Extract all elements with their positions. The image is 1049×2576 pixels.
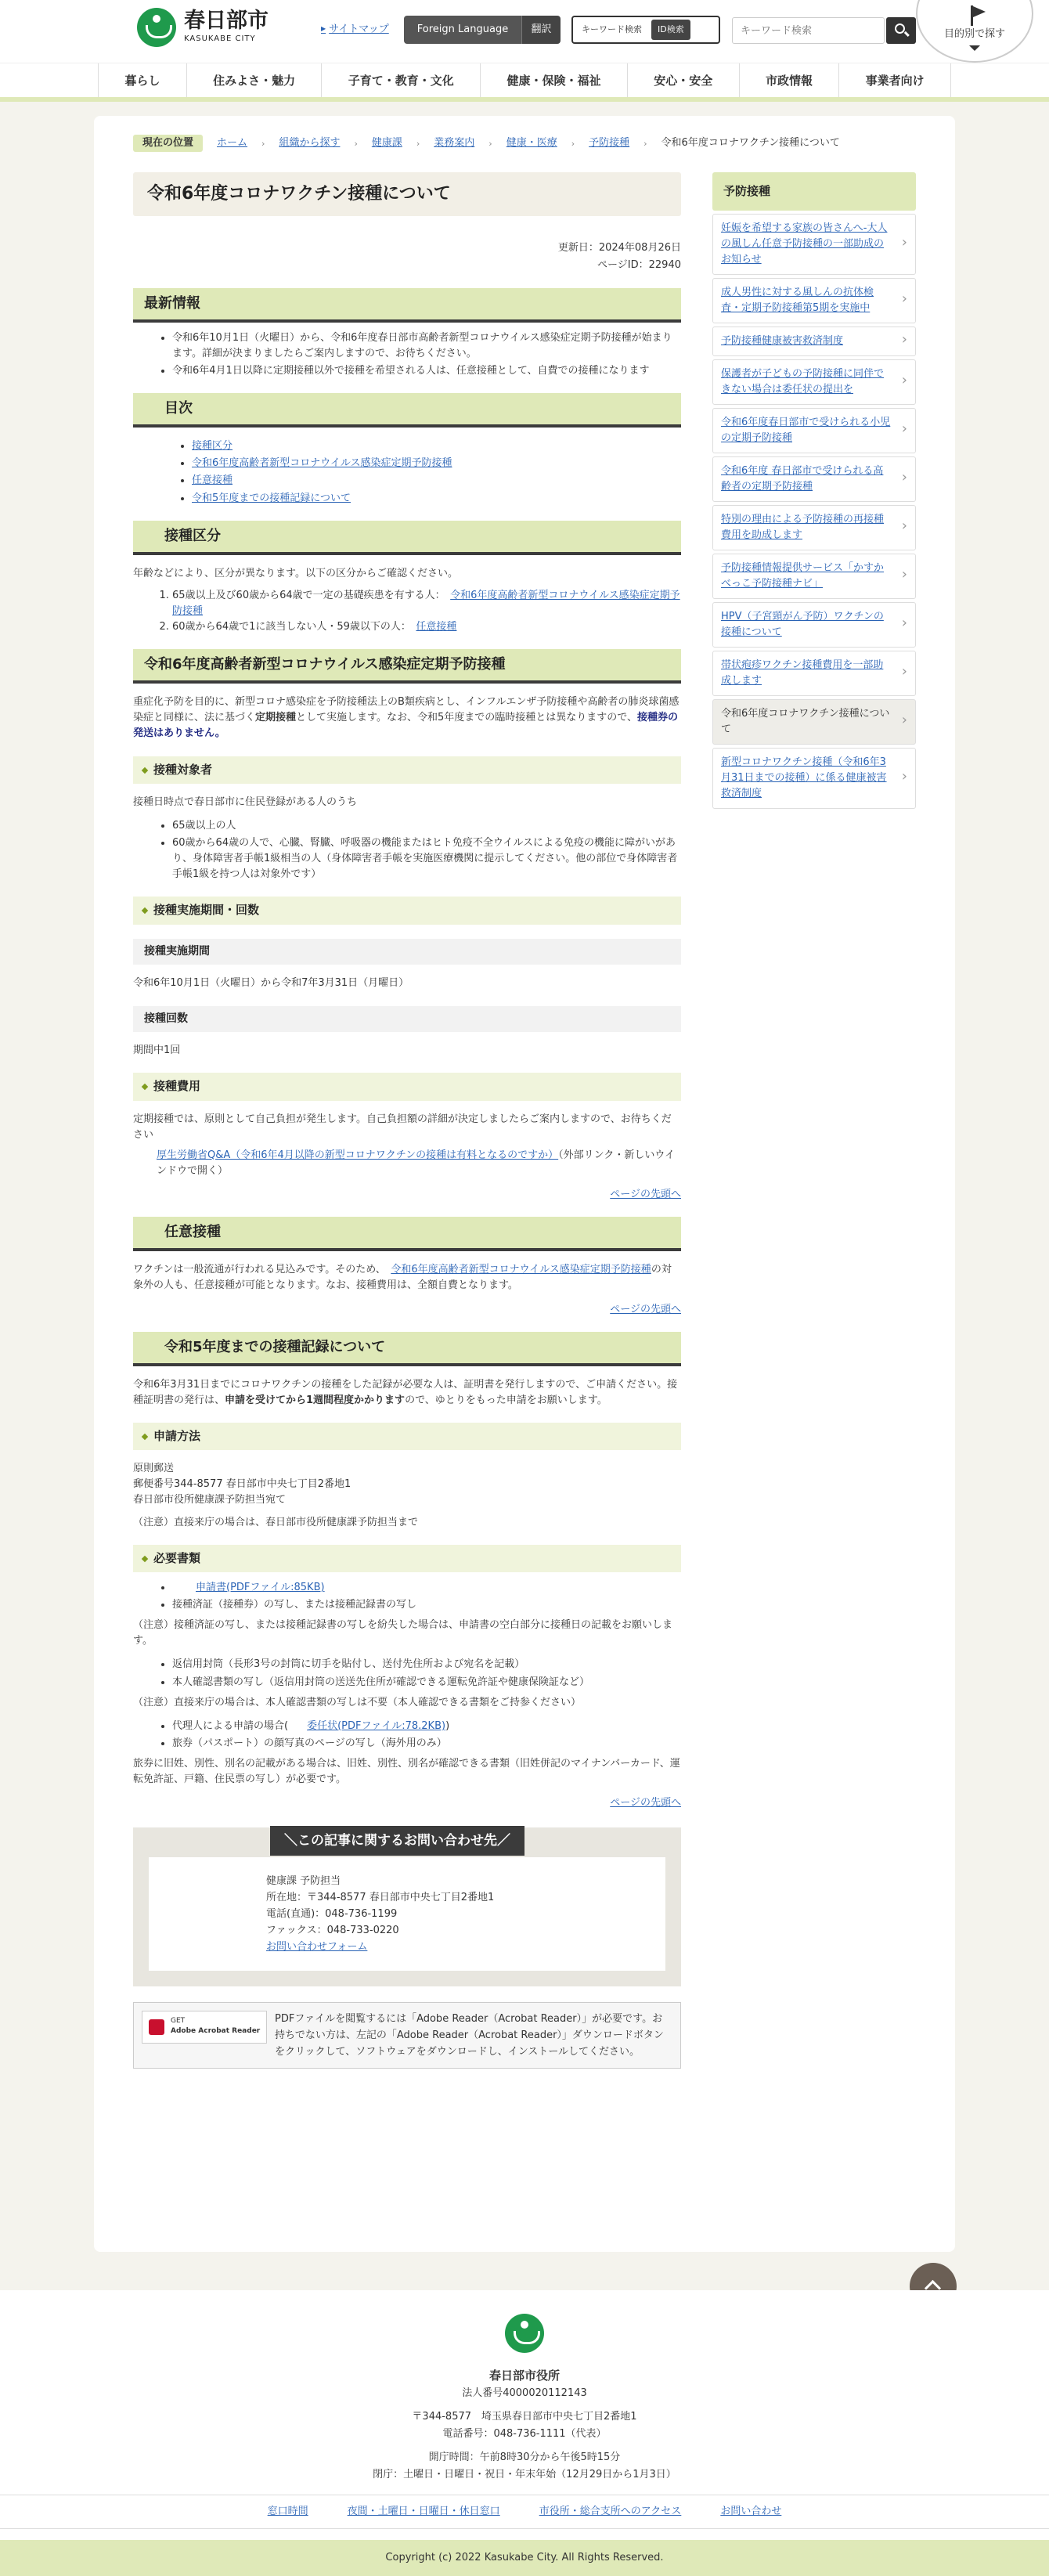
count-text: 期間中1回: [133, 1044, 181, 1057]
pdf-note-text: PDFファイルを閲覧するには「Adobe Reader（Acrobat Reader）」が必要です。お持ちでない方は、左記の「Adobe Reader（Acrobat Reader）」ダウンロードボタンをクリックして、ソフトウェアをダウンロードし、インストールしてください。: [275, 2012, 664, 2058]
gnav-item-attractions[interactable]: 住みよさ・魅力: [186, 63, 322, 97]
external-link-note: （外部リンク・新しいウインドウで開く）: [157, 1149, 676, 1178]
routine-heading: 令和6年度高齢者新型コロナウイルス感染症定期予防接種: [133, 649, 681, 684]
id-search-tab[interactable]: ID検索: [651, 20, 690, 40]
name-note: 旅券に旧姓、別性、別名の記載がある場合は、旧姓、別性、別名が確認できる書類（旧姓併記のマイナンバーカード、運転免許証、戸籍、住民票の写し）が必要です。: [133, 1758, 680, 1786]
toc-list: [133, 438, 681, 507]
routine-vaccination-link[interactable]: 令和6年度高齢者新型コロナウイルス感染症定期予防接種: [391, 1264, 651, 1276]
breadcrumb-separator: ›: [643, 138, 647, 149]
voluntary-vaccination-link[interactable]: 任意接種: [416, 621, 457, 633]
footer-link-hours[interactable]: 窓口時間: [267, 2506, 308, 2518]
breadcrumb-separator: ›: [416, 138, 420, 149]
apply-address: 原則郵送 郵便番号344-8577 春日部市中央七丁目2番地1 春日部市役所健康課予防担当宛て: [133, 1463, 351, 1506]
record-text: 令和6年3月31日までにコロナワクチンの接種をした記録が必要な人は、証明書を発行しますので、ご申請ください。接種証明書の発行は、申請を受けてから1週間程度かかりますので、ゆとりをもった申請をお願いします。: [133, 1378, 678, 1406]
apply-heading: 申請方法: [133, 1423, 681, 1450]
period-heading: 接種実施期間・回数: [133, 897, 681, 924]
search-icon: [895, 23, 905, 34]
breadcrumb-services[interactable]: 業務案内: [434, 137, 475, 149]
contact-box: [133, 1827, 681, 1986]
page-id: ページID：22940: [597, 259, 681, 271]
sidebar-item[interactable]: 帯状疱疹ワクチン接種費用を一部助成します ›: [712, 651, 916, 696]
breadcrumb-vaccination[interactable]: 予防接種: [589, 137, 630, 149]
contact-line: 所在地：〒344-8577 春日部市中央七丁目2番地1: [266, 1891, 495, 1903]
purpose-label: 目的別で探す: [943, 28, 1005, 40]
footer-link-access[interactable]: 市役所・総合支所へのアクセス: [539, 2506, 682, 2518]
sidebar-item[interactable]: 令和6年度 春日部市で受けられる高齢者の定期予防接種 ›: [712, 456, 916, 502]
voluntary-text: ワクチンは一般流通が行われる見込みです。そのため、 令和6年度高齢者新型コロナウイルス感染症定期予防接種の対象外の人も、任意接種が可能となります。なお、接種費用は、全額自費となります。: [133, 1264, 672, 1292]
flag-icon: [969, 5, 986, 26]
list-item: [172, 1580, 681, 1596]
list-item: • 返信用封筒（長形3号の封筒に切手を貼付し、送付先住所および宛名を記載）: [172, 1657, 681, 1672]
sidebar-item[interactable]: 新型コロナワクチン接種（令和6年3月31日までの接種）に係る健康被害救済制度 ›: [712, 748, 916, 809]
category-text: 60歳から64歳で1に該当しない人・59歳以下の人：: [172, 621, 406, 633]
page-top-link[interactable]: ページの先頭へ: [610, 1303, 681, 1315]
sidebar-item-current: 令和6年度コロナワクチン接種について ›: [712, 699, 916, 745]
sidebar: [712, 172, 916, 809]
breadcrumb-label: 現在の位置: [133, 135, 203, 152]
adobe-reader-download-button[interactable]: GET Adobe Acrobat Reader: [142, 2011, 267, 2044]
voluntary-heading: 任意接種: [133, 1217, 681, 1251]
target-intro: 接種日時点で春日部市に住民登録がある人のうち: [133, 796, 358, 808]
category-list: [133, 588, 681, 635]
contact-heading: ＼この記事に関するお問い合わせ先／: [270, 1826, 524, 1856]
proxy-form-pdf-link[interactable]: 委任状(PDFファイル:78.2KB): [307, 1719, 446, 1732]
list-item: • 令和6年10月1日（火曜日）から、令和6年度春日部市高齢者新型コロナウイルス感染症定期予防接種が始まります。詳細が決まりましたらご案内しますので、お待ちください。: [172, 330, 681, 362]
footer-link-night-windows[interactable]: 夜間・土曜日・日曜日・休日窓口: [347, 2506, 500, 2518]
list-item: • 接種済証（接種券）の写し、または接種記録書の写し: [172, 1597, 681, 1613]
docs-heading: 必要書類: [133, 1545, 681, 1572]
site-logo[interactable]: [137, 8, 269, 47]
list-item: • 代理人による申請の場合( 委任状(PDFファイル:78.2KB)): [172, 1719, 681, 1734]
sidebar-item[interactable]: 予防接種健康被害救済制度 ›: [712, 327, 916, 356]
sidebar-item[interactable]: 予防接種情報提供サービス「かすかべっこ予防接種ナビ」 ›: [712, 554, 916, 599]
count-subheading: 接種回数: [133, 1006, 681, 1033]
list-item: • 本人確認書類の写し（返信用封筒の送送先住所が確認できる運転免許証や健康保険証など）: [172, 1675, 681, 1690]
contact-line: 健康課 予防担当: [266, 1874, 341, 1887]
page-top-link[interactable]: ページの先頭へ: [610, 1797, 681, 1809]
keyword-search-tab[interactable]: キーワード検索: [582, 24, 642, 34]
search-input[interactable]: [732, 17, 885, 44]
city-emblem-icon: [505, 2314, 544, 2353]
breadcrumb-separator: ›: [261, 138, 265, 149]
footer-closed: 閉庁：土曜日・日曜日・祝日・年末年始（12月29日から1月3日）: [373, 2469, 676, 2481]
toc-link[interactable]: 令和5年度までの接種記録について: [192, 492, 351, 504]
breadcrumb-health-division[interactable]: 健康課: [371, 137, 402, 149]
footer-corp-no: 法人番号4000020112143: [462, 2387, 587, 2400]
purpose-search-button[interactable]: [916, 0, 1033, 63]
gnav-item-childcare[interactable]: 子育て・教育・文化: [321, 63, 480, 97]
logo-title: 春日部市: [184, 9, 269, 34]
pdf-note: [133, 2002, 681, 2069]
contact-line: 電話(直通)：048-736-1199: [266, 1907, 398, 1920]
sitemap-link[interactable]: ▶ サイトマップ: [321, 22, 389, 38]
target-list: [133, 818, 681, 883]
latest-heading: 最新情報: [133, 288, 681, 323]
cost-link-row: [133, 1148, 681, 1179]
footer: [0, 2290, 1049, 2576]
sidebar-heading: 予防接種: [712, 172, 916, 211]
target-heading: 接種対象者: [133, 756, 681, 784]
footer-address: 〒344-8577 埼玉県春日部市中央七丁目2番地1: [412, 2411, 637, 2423]
list-item: • 令和6年4月1日以降に定期接種以外で接種を希望される人は、任意接種として、自費での接種になります: [172, 363, 681, 379]
foreign-language-button[interactable]: Foreign Language: [404, 16, 521, 44]
breadcrumb-health-medical[interactable]: 健康・医療: [506, 137, 557, 149]
copyright: Copyright (c) 2022 Kasukabe City. All Rights Reserved.: [0, 2540, 1049, 2576]
sidebar-item[interactable]: 保護者が子どもの予防接種に同伴できない場合は委任状の提出を ›: [712, 359, 916, 405]
contact-form-link[interactable]: お問い合わせフォーム: [266, 1940, 368, 1953]
list-item: • 65歳以上の人: [172, 818, 681, 834]
gnav-item-health[interactable]: 健康・保険・福祉: [480, 63, 627, 97]
updated-date: 更新日：2024年08月26日: [557, 242, 681, 254]
docs-note: （注意）接種済証の写し、または接種記録書の写しを紛失した場合は、申請書の空白部分に接種日の記載をお願いします。: [133, 1619, 673, 1647]
logo-subtitle: KASUKABE CITY: [184, 34, 256, 44]
main-content: [133, 172, 681, 2069]
footer-hours: 開庁時間：午前8時30分から午後5時15分: [428, 2452, 621, 2464]
footer-phone: 電話番号：048-736-1111（代表）: [442, 2428, 607, 2441]
list-item: [172, 588, 681, 619]
toc-link[interactable]: 令和6年度高齢者新型コロナウイルス感染症定期予防接種: [192, 457, 452, 470]
page-meta: [133, 240, 681, 274]
search-mode-toggle: [571, 16, 720, 44]
routine-intro: 重症化予防を目的に、新型コロナ感染症を予防接種法上のB類疾病とし、インフルエンザ予防接種や高齢者の肺炎球菌感染症と同様に、法に基づく定期接種として実施します。なお、令和5年度までの臨時接種とは異なりますので、接種券の発送はありません。: [133, 696, 680, 740]
list-item: • 60歳から64歳の人で、心臓、腎臓、呼吸器の機能またはヒト免疫不全ウイルスによる免疫の機能に障がいがあり、身体障害者手帳1級相当の人（身体障害者手帳を実施医療機関に提示してください。他の部位で身体障害者手帳1級を持つ人は対象外です）: [172, 835, 681, 882]
docs-list-b: [133, 1657, 681, 1690]
breadcrumb-organization[interactable]: 組織から探す: [279, 137, 341, 149]
docs-list: [133, 1580, 681, 1613]
toc-heading: 目次: [133, 393, 681, 428]
toc-link[interactable]: 接種区分: [192, 440, 233, 453]
category-text: 65歳以上及び60歳から64歳で一定の基礎疾患を有する人：: [172, 589, 441, 601]
period-subheading: 接種実施期間: [133, 939, 681, 965]
category-heading: 接種区分: [133, 521, 681, 555]
bold-text: 定期接種: [255, 712, 297, 724]
header: [0, 0, 1049, 63]
sidebar-item[interactable]: HPV（子宮頸がん予防）ワクチンの接種について ›: [712, 602, 916, 648]
footer-org-name: 春日部市役所: [488, 2369, 560, 2383]
footer-links: [0, 2495, 1049, 2529]
list-item: [172, 619, 681, 635]
period-text: 令和6年10月1日（火曜日）から令和7年3月31日（月曜日）: [133, 977, 409, 990]
sidebar-item[interactable]: 成人男性に対する風しんの抗体検査・定期予防接種第5期を実施中 ›: [712, 278, 916, 323]
docs-note: （注意）直接来庁の場合は、本人確認書類の写しは不要（本人確認できる書類をご持参ください）: [133, 1696, 582, 1708]
gnav-item-city-info[interactable]: 市政情報: [739, 63, 839, 97]
bold-text: 申請を受けてから1週間程度かかります: [225, 1394, 406, 1406]
footer-link-contact[interactable]: お問い合わせ: [720, 2506, 782, 2518]
cost-heading: 接種費用: [133, 1073, 681, 1100]
toc-link[interactable]: 任意接種: [192, 474, 233, 487]
sidebar-item[interactable]: 令和6年度春日部市で受けられる小児の定期予防接種 ›: [712, 408, 916, 453]
routine-vaccination-link[interactable]: 令和6年度高齢者新型コロナウイルス感染症定期予防接種: [172, 589, 680, 617]
cost-text: 定期接種では、原則として自己負担が発生します。自己負担額の詳細が決定しましたらご案内しますので、お待ちください: [133, 1113, 672, 1141]
gnav-item-living[interactable]: 暮らし: [98, 63, 186, 97]
breadcrumb-home[interactable]: ホーム: [217, 137, 248, 149]
application-form-pdf-link[interactable]: 申請書(PDFファイル:85KB): [196, 1581, 325, 1593]
mhlw-qa-link[interactable]: 厚生労働省Q&A（令和6年4月以降の新型コロナワクチンの接種は有料となるのですか）: [157, 1149, 559, 1161]
translate-button[interactable]: 翻訳: [521, 16, 561, 44]
contact-body: [149, 1857, 665, 1971]
breadcrumb-separator: ›: [571, 138, 575, 149]
search-button[interactable]: [886, 17, 916, 44]
latest-list: [133, 330, 681, 379]
sidebar-item[interactable]: 妊娠を希望する家族の皆さんへ-大人の風しん任意予防接種の一部助成のお知らせ ›: [712, 214, 916, 275]
apply-note: （注意）直接来庁の場合は、春日部市役所健康課予防担当まで: [133, 1516, 419, 1528]
list-item: • 旅券（パスポート）の顔写真のページの写し（海外用のみ）: [172, 1736, 681, 1752]
global-nav: [0, 63, 1049, 102]
city-emblem-icon: [137, 8, 176, 47]
gnav-item-safety[interactable]: 安心・安全: [627, 63, 739, 97]
record-heading: 令和5年度までの接種記録について: [133, 1332, 681, 1366]
page-top-link[interactable]: ページの先頭へ: [610, 1189, 681, 1201]
breadcrumb: [133, 135, 840, 152]
chevron-down-icon: [969, 45, 980, 51]
page-title: 令和6年度コロナワクチン接種について: [133, 172, 681, 216]
docs-list-c: [133, 1719, 681, 1752]
contact-line: ファックス：048-733-0220: [266, 1924, 399, 1936]
category-intro: 年齢などにより、区分が異なります。以下の区分からご確認ください。: [133, 567, 458, 579]
breadcrumb-current: 令和6年度コロナワクチン接種について: [661, 137, 840, 149]
gnav-item-business[interactable]: 事業者向け: [838, 63, 951, 97]
notice-text: 接種券の発送はありません。: [133, 712, 679, 740]
breadcrumb-separator: ›: [354, 138, 358, 149]
breadcrumb-separator: ›: [488, 138, 492, 149]
sidebar-item[interactable]: 特別の理由による予防接種の再接種費用を助成します ›: [712, 505, 916, 550]
